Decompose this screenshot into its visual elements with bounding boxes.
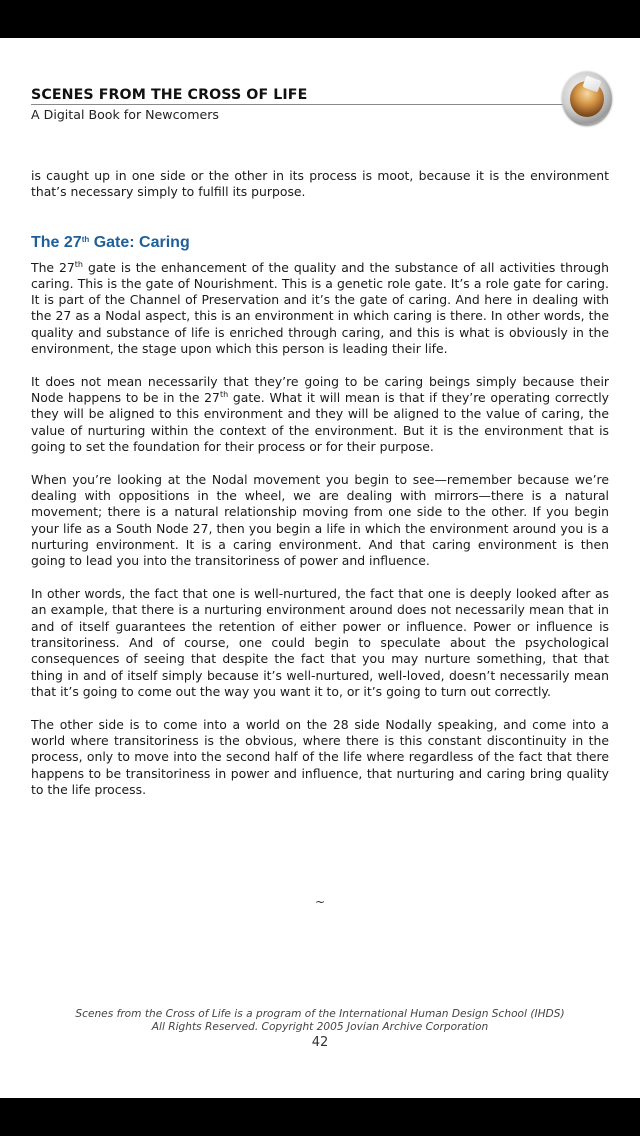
- paragraph-text: gate. What it will mean is that if they’re operating correctly they will be aligned to this environment and they will be aligned to the value of caring, the value of nurturing within the context of the environment. But it is the environment that is going to set the foundation for their process or for their purpose.: [31, 390, 610, 455]
- heading-text-pre: The 27: [31, 233, 82, 251]
- section-heading: [31, 233, 609, 253]
- paragraph-text: The 27: [31, 259, 75, 275]
- heading-ordinal: th: [81, 234, 90, 244]
- section-separator: ~: [314, 895, 326, 909]
- ordinal-suffix: th: [74, 259, 83, 269]
- page-number: 42: [311, 1035, 329, 1050]
- page-content: [31, 168, 609, 815]
- page-footer: [0, 1008, 640, 1034]
- ordinal-suffix: th: [219, 390, 229, 400]
- body-paragraph: When you’re looking at the Nodal movement you begin to see—remember because we’re dealing with oppositions in the wheel, we are dealing with mirrors—there is a natural movement; there is a natural relationship moving from one side to the other. If you begin your life as a South Node 27, then you begin a life in which the environment around you is a nurturing environment. It is a caring environment. And that caring environment is then going to lead you into the transitoriness of power and influence.: [31, 471, 609, 569]
- footer-program-line: Scenes from the Cross of Life is a program of the International Human Design School (IHDS): [75, 1008, 565, 1020]
- body-paragraph: [31, 260, 609, 358]
- book-title: SCENES FROM THE CROSS OF LIFE: [31, 87, 308, 103]
- body-paragraph: The other side is to come into a world on the 28 side Nodally speaking, and come into a world where transitoriness is the obvious, where there is this constant discontinuity in the process, only to move into the second half of the life where regardless of the fact that there happens to be transitoriness in power and influence, that nurturing and caring bring quality to the life process.: [31, 716, 609, 797]
- paragraph-text: gate is the enhancement of the quality and the substance of all activities through caring. This is the gate of Nourishment. This is a genetic role gate. It’s a role gate for caring. It is part of the Channel of Preservation and it’s the gate of caring. And here in dealing with the 27 as a Nodal aspect, this is an environment in which caring is there. In other words, the quality and substance of life is enriched through caring, and this is what is obviously in the environment, the stage upon which this person is leading their life.: [31, 259, 609, 357]
- heading-text-post: Gate: Caring: [89, 233, 190, 251]
- footer-copyright-line: All Rights Reserved. Copyright 2005 Jovian Archive Corporation: [151, 1021, 489, 1033]
- ihds-logo-icon: [562, 72, 612, 126]
- intro-paragraph: is caught up in one side or the other in its process is moot, because it is the environment that’s necessary simply to fulfill its purpose.: [31, 168, 609, 200]
- book-subtitle: A Digital Book for Newcomers: [31, 107, 219, 122]
- bottom-letterbox-bar: [0, 1098, 640, 1136]
- top-letterbox-bar: [0, 0, 640, 38]
- body-paragraph: [31, 374, 609, 455]
- body-paragraph: In other words, the fact that one is well-nurtured, the fact that one is deeply looked after as an example, that there is a nurturing environment around does not necessarily mean that in and of itself guarantees the retention of either power or influence. Power or influence is transitoriness. And of course, one could begin to speculate about the psychological consequences of seeing that despite the fact that you may nurture something, that that thing in and of itself simply because it’s well-nurtured, well-loved, doesn’t necessarily mean that it’s going to come out the way you want it to, or it’s going to turn out correctly.: [31, 586, 609, 699]
- header-divider: [31, 104, 567, 105]
- page-header: [31, 86, 611, 123]
- paragraph-text: It does not mean necessarily that they’re going to be caring beings simply because their Node happens to be in the 27: [31, 373, 609, 406]
